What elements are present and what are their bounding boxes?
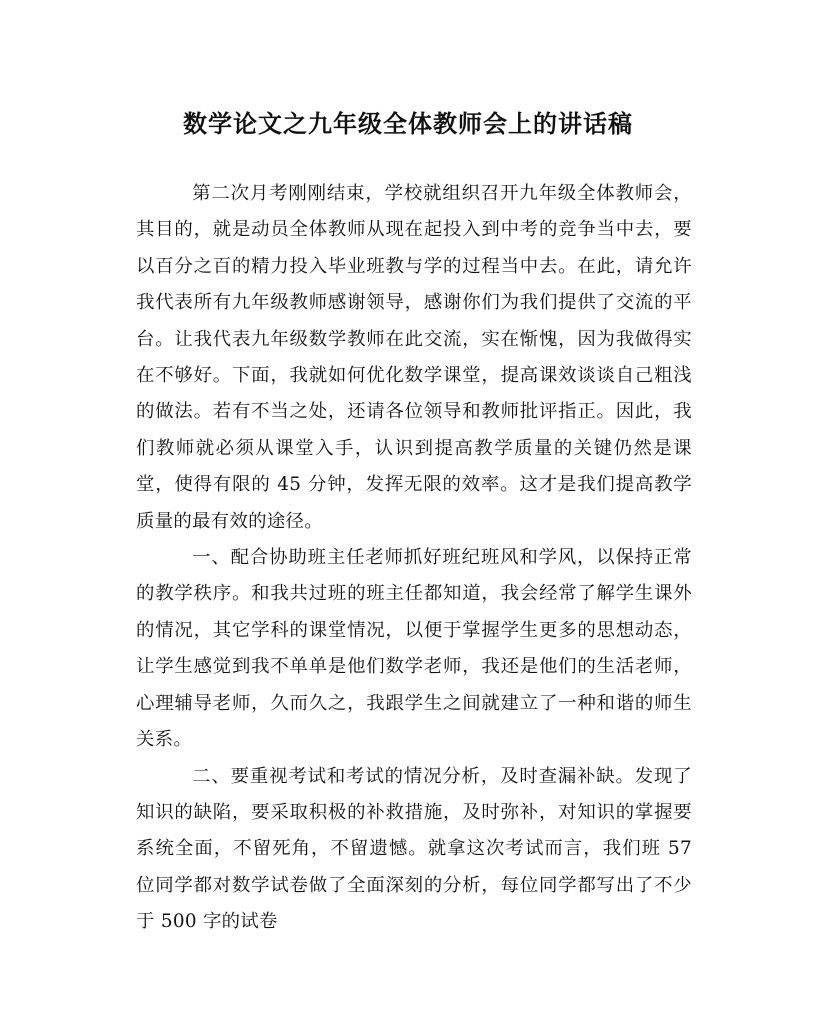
paragraph-point-two: 二、要重视考试和考试的情况分析，及时查漏补缺。发现了知识的缺陷，要采取积极的补救措施，及时弥补，对知识的掌握要系统全面，不留死角，不留遗憾。就拿这次考试而言，我们班 57 位同学都对数学试卷做了全面深刻的分析，每位同学都写出了不少于 500 字的试卷 [136,765,692,933]
document-title: 数学论文之九年级全体教师会上的讲话稿 [183,109,633,138]
paragraph-point-one: 一、配合协助班主任老师抓好班纪班风和学风，以保持正常的教学秩序。和我共过班的班主任都知道，我会经常了解学生课外的情况，其它学科的课堂情况，以便于掌握学生更多的思想动态，让学生感觉到我不单单是他们数学老师，我还是他们的生活老师，心理辅导老师，久而久之，我跟学生之间就建立了一种和谐的师生关系。 [136,547,692,751]
document-body [136,176,692,941]
paragraph-intro: 第二次月考刚刚结束，学校就组织召开九年级全体教师会，其目的，就是动员全体教师从现在起投入到中考的竞争当中去，要以百分之百的精力投入毕业班教与学的过程当中去。在此，请允许我代表所有九年级教师感谢领导，感谢你们为我们提供了交流的平台。让我代表九年级数学教师在此交流，实在惭愧，因为我做得实在不够好。下面，我就如何优化数学课堂，提高课效谈谈自己粗浅的做法。若有不当之处，还请各位领导和教师批评指正。因此，我们教师就必须从课堂入手，认识到提高教学质量的关键仍然是课堂，使得有限的 45 分钟，发挥无限的效率。这才是我们提高教学质量的最有效的途径。 [136,183,692,532]
